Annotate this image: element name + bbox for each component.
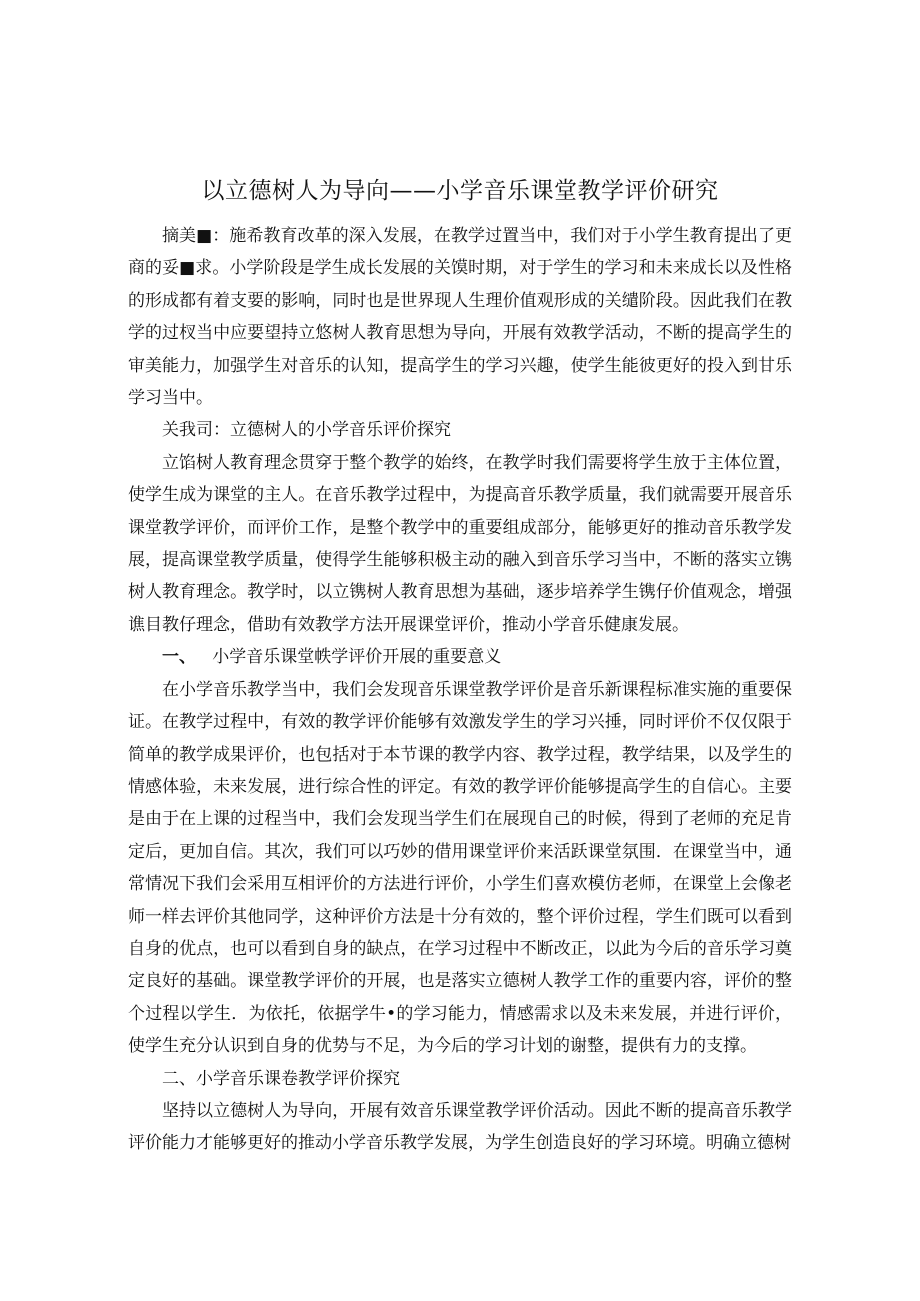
- keywords-line: 关我司：立德树人的小学音乐评价探究: [162, 420, 451, 441]
- document-title: 以立德树人为导向——小学音乐课堂教学评价研究: [201, 178, 719, 204]
- section1-paragraph: 在小学音乐教学当中，我们会发现音乐课堂教学评价是音乐新课程标准实施的重要保证。在教学过程中，有效的教学评价能够有效激发学生的学习兴捶，同时评价不仅仅限于简单的教学成果评价，也包括对于本节课的教学内容、教学过程，教学结果，以及学生的情感体验，未来发展，进行综合性的评定。有效的教学评价能够提高学生的自信心。主要是由于在上课的过程当中，我们会发现当学生们在展现自己的时候，得到了老师的充足肯定后，更加自信。其次，我们可以巧妙的借用课堂评价来活跃课堂氛围．在课堂当中，通常情况下我们会采用互相评价的方法进行评价，小学生们喜欢模仿老师，在课堂上会像老师一样去评价其他同学，这种评价方法是十分有效的，整个评价过程，学生们既可以看到自身的优点，也可以看到自身的缺点，在学习过程中不断改正，以此为今后的音乐学习奠定良好的基础。课堂教学评价的开展，也是落实立德树人教学工作的重要内容，评价的整个过程以学生．为依托，依据学牛•的学习能力，情感需求以及未来发展，并进行评价，使学生充分认识到自身的优势与不足，为今后的学习计划的谢整，提供有力的支撑。: [128, 679, 792, 1057]
- section2-heading: 二、小学音乐课卷教学评价探究: [162, 1068, 400, 1089]
- abstract-paragraph: 摘美■：施希教育改革的深入发展，在教学过置当中，我们对于小学生教育提出了更商的妥■求。小学阶段是学生成长发展的关馍时期，对于学生的学习和未来成长以及性格的形成都有着支要的影响，同时也是世界现人生理价值观形成的关缱阶段。因此我们在教学的过杈当中应要望持立悠树人教育思想为导向，开展有效教学活动，不断的提高学生的审美能力，加强学生对音乐的认知，提高学生的学习兴趣，使学生能彼更好的投入到甘乐学习当中。: [128, 226, 792, 409]
- section1-number: 一、: [162, 647, 196, 668]
- section1-heading: [128, 641, 792, 673]
- document-body: [128, 220, 792, 1160]
- section2-paragraph: 坚持以立德树人为导向，开展有效音乐课堂教学评价活动。因此不断的提高音乐教学评价能力才能够更好的推动小学音乐教学发展，为学生创造良好的学习环境。明确立德树: [128, 1100, 792, 1154]
- section1-title: 小学音乐课堂帙学评价开展的重要意义: [212, 647, 502, 668]
- intro-paragraph: 立馅树人教育理念贯穿于整个教学的始终，在教学时我们需要将学生放于主体位置，使学生成为课堂的主人。在音乐教学过程中，为提高音乐教学质量，我们就需要开展音乐课堂教学评价，而评价工作，是整个教学中的重要组成部分，能够更好的推动音乐教学发展，提高课堂教学质量，使得学生能够积极主动的融入到音乐学习当中，不断的落实立镌树人教育理念。教学时，以立镌树人教育思想为基础，逐步培养学生镌仔价值观念，增强谯目教仔理念，借助有效教学方法开展课堂评价，推动小学音乐健康发展。: [128, 452, 792, 635]
